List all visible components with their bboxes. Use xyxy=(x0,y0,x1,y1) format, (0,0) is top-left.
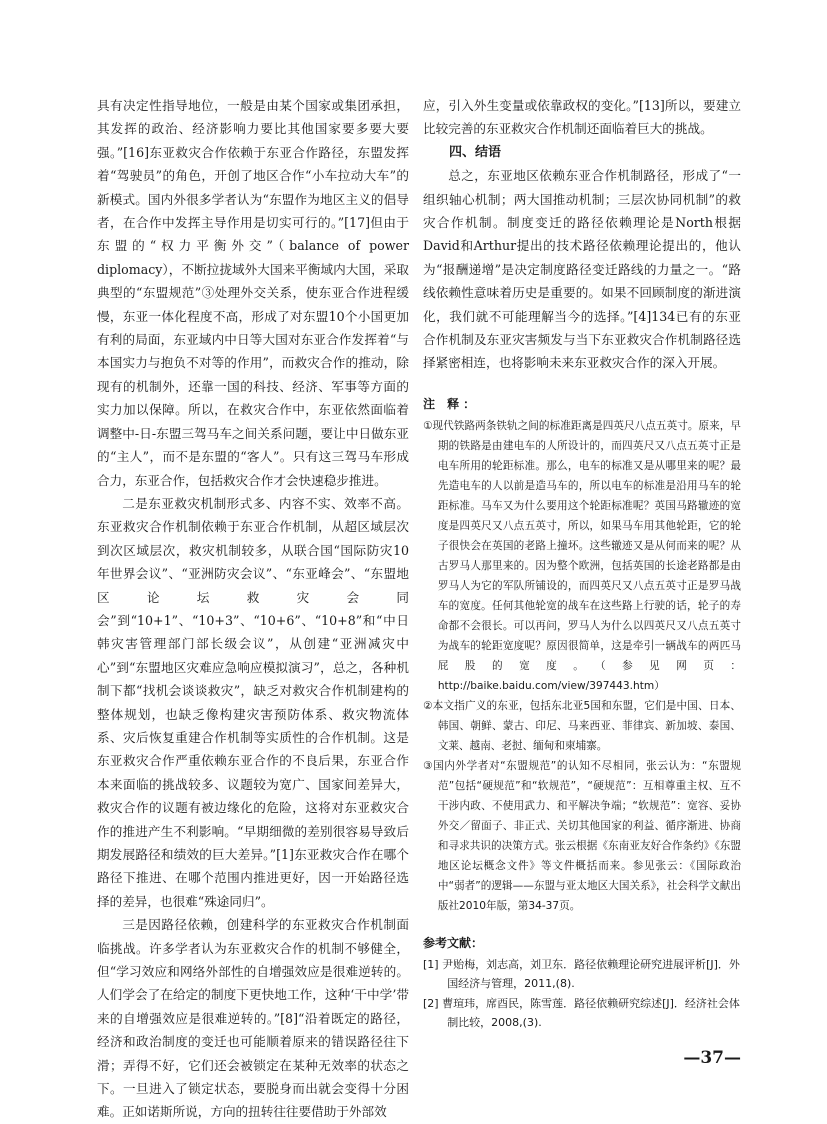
paragraph: 具有决定性指导地位，一般是由某个国家或集团承担，其发挥的政治、经济影响力要比其他国家要多要大要强。”[16]东亚救灾合作依赖于东亚合作路径，东盟发挥着“驾驶员”的角色，开创了地区合作“小车拉动大车”的新模式。国内外很多学者认为“东盟作为地区主义的倡导者，在合作中发挥主导作用是切实可行的。”[17]但由于东盟的“权力平衡外交”（balance of power diplomacy），不断拉拢域外大国来平衡域内大国，采取典型的“东盟规范”③处理外交关系，使东亚合作进程缓慢，东亚一体化程度不高，形成了对东盟10个小国更加有利的局面，东亚域内中日等大国对东亚合作发挥着“与本国实力与抱负不对等的作用”，而救灾合作的推动，除现有的机制外，还靠一国的科技、经济、军事等方面的实力加以保障。所以，在救灾合作中，东亚依然面临着调整中-日-东盟三驾马车之间关系问题，要让中日做东亚的“主人”，而不是东盟的“客人”。只有这三驾马车形成合力，东亚合作，包括救灾合作才会快速稳步推进。 xyxy=(97,98,409,488)
references-heading: 参考文献： xyxy=(423,935,484,950)
section-heading: 四、结语 xyxy=(449,144,502,160)
paragraph: 应，引入外生变量或依靠政权的变化。”[13]所以，要建立比较完善的东亚救灾合作机制还面临着巨大的挑战。 xyxy=(423,98,741,137)
note-item: ②本文指广义的东亚，包括东北亚5国和东盟，它们是中国、日本、韩国、朝鲜、蒙古、印尼、马来西亚、菲律宾、新加坡、泰国、文莱、越南、老挝、缅甸和柬埔寨。 xyxy=(423,699,741,752)
right-column xyxy=(423,94,741,1033)
notes-heading: 注 释： xyxy=(423,396,480,411)
paragraph: 三是因路径依赖，创建科学的东亚救灾合作机制面临挑战。许多学者认为东亚救灾合作的机制不够健全，但“学习效应和网络外部性的自增强效应是很难逆转的。人们学会了在给定的制度下更快地工作，这种‘干中学’带来的自增强效应是很难逆转的。”[8]“沿着既定的路径，经济和政治制度的变迁也可能顺着原来的错误路径往下滑；弄得不好，它们还会被锁定在某种无效率的状态之下。一旦进入了锁定状态，要脱身而出就会变得十分困难。正如诺斯所说，方向的扭转往往要借助于外部效 xyxy=(97,917,409,1120)
left-column xyxy=(97,94,409,1124)
note-item: ①现代铁路两条铁轨之间的标准距离是四英尺八点五英寸。原来，早期的铁路是由建电车的人所设计的，而四英尺又八点五英寸正是电车所用的轮距标准。那么，电车的标准又是从哪里来的呢？最先造电车的人以前是造马车的，所以电车的标准是沿用马车的轮距标准。马车又为什么要用这个轮距标准呢？英国马路辙迹的宽度是四英尺又八点五英寸，所以，如果马车用其他轮距，它的轮子很快会在英国的老路上撞坏。这些辙迹又是从何而来的呢？从古罗马人那里来的。因为整个欧洲，包括英国的长途老路都是由罗马人为它的军队所铺设的，而四英尺又八点五英寸正是罗马战车的宽度。任何其他轮宽的战车在这些路上行驶的话，轮子的寿命都不会很长。可以再问，罗马人为什么以四英尺又八点五英寸为战车的轮距宽度呢？原因很简单，这是牵引一辆战车的两匹马屁股的宽度。（参见网页：http://baike.baidu.com/view/397443.htm） xyxy=(423,419,741,692)
page-number: —37— xyxy=(683,1048,741,1068)
paragraph: 二是东亚救灾机制形式多、内容不实、效率不高。东亚救灾合作机制依赖于东亚合作机制，从超区域层次到次区域层次，救灾机制较多，从联合国“国际防灾10年世界会议”、“亚洲防灾会议”、“东亚峰会”、“东盟地区论坛救灾会同会”到“10+1”、“10+3”、“10+6”、“10+8”和“中日韩灾害管理部门部长级会议”，从创建“亚洲减灾中心”到“东盟地区灾难应急响应模拟演习”，总之，各种机制下都“找机会谈谈救灾”，缺乏对救灾合作机制建构的整体规划，也缺乏像构建灾害预防体系、救灾物流体系、灾后恢复重建合作机制等实质性的合作机制。这是东亚救灾合作严重依赖东亚合作的不良后果，东亚合作本来面临的挑战较多、议题较为宽广、国家间差异大，救灾合作的议题有被边缘化的危险，这将对东亚救灾合作的推进产生不利影响。“早期细微的差别很容易导致后期发展路径和绩效的巨大差异。”[1]东亚救灾合作在哪个路径下推进、在哪个范围内推进更好，因一开始路径选择的差异，也很难“殊途同归”。 xyxy=(97,495,409,909)
paragraph: 总之，东亚地区依赖东亚合作机制路径，形成了“一组织轴心机制；两大国推动机制；三层次协同机制”的救灾合作机制。制度变迁的路径依赖理论是North根据David和Arthur提出的技术路径依赖理论提出的，他认为“报酬递增”是决定制度路径变迁路线的力量之一。“路线依赖性意味着历史是重要的。如果不回顾制度的渐进演化，我们就不可能理解当今的选择。”[4]134已有的东亚合作机制及东亚灾害频发与当下东亚救灾合作机制路径选择紧密相连，也将影响未来东亚救灾合作的深入开展。 xyxy=(423,168,741,371)
note-item: ③国内外学者对“东盟规范”的认知不尽相同，张云认为：“东盟规范”包括“硬规范”和“软规范”，“硬规范”：互相尊重主权、互不干涉内政、不使用武力、和平解决争端；“软规范”：宽容、妥协外交／留面子、非正式、关切其他国家的利益、循序渐进、协商和寻求共识的决策方式。张云根据《东南亚友好合作条约》《东盟地区论坛概念文件》等文件概括而来。参见张云：《国际政治中“弱者”的逻辑——东盟与亚太地区大国关系》，社会科学文献出版社2010年版，第34-37页。 xyxy=(423,759,741,912)
reference-item: [2] 曹瑄玮，席酉民，陈雪莲．路径依赖研究综述[J]．经济社会体制比较，2008,(3). xyxy=(423,996,740,1030)
reference-item: [1] 尹贻梅，刘志高，刘卫东．路径依赖理论研究进展评析[J]．外国经济与管理，2011,(8). xyxy=(423,957,740,991)
